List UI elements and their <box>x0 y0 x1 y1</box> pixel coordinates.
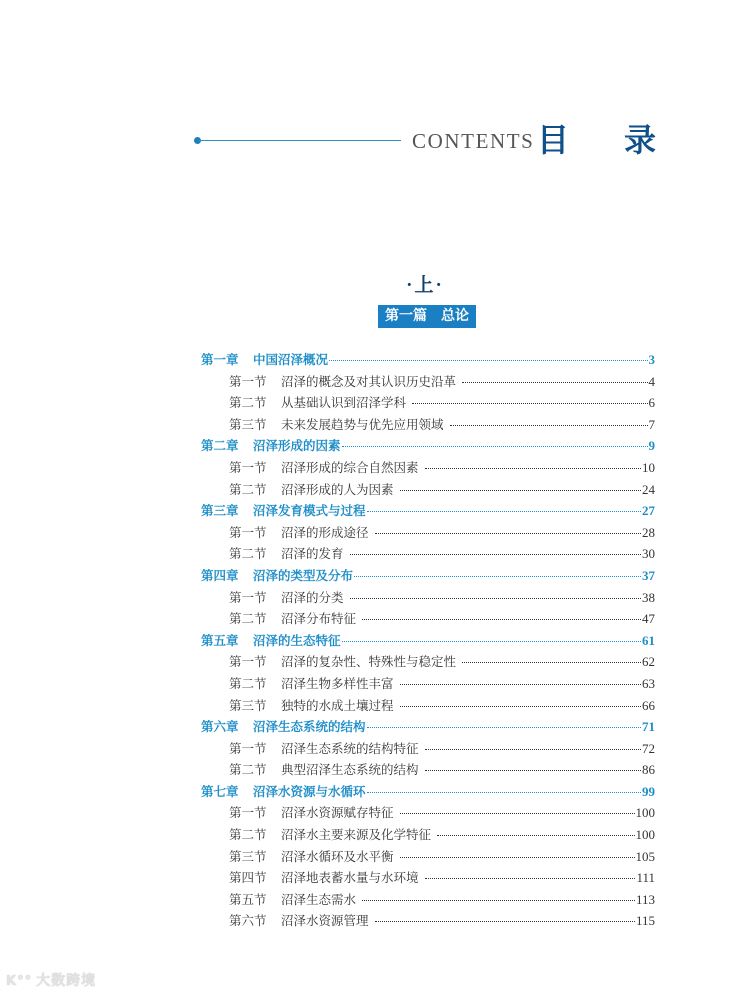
toc-section-entry[interactable] <box>201 587 655 609</box>
dot-leader <box>350 598 641 599</box>
toc-entry-label: 第一节 <box>229 524 267 540</box>
toc-entry-title: 沼泽水资源管理 <box>281 913 369 929</box>
toc-section-entry[interactable] <box>201 738 655 760</box>
dot-leader <box>462 662 641 663</box>
toc-entry-page: 9 <box>648 438 655 454</box>
toc-entry-title: 未来发展趋势与优先应用领域 <box>281 416 444 432</box>
toc-entry-title: 独特的水成土壤过程 <box>281 697 394 713</box>
toc-section-entry[interactable] <box>201 522 655 544</box>
toc-section-entry[interactable] <box>201 457 655 479</box>
toc-entry-label: 第三章 <box>201 503 239 519</box>
toc-entry-label: 第四节 <box>229 870 267 886</box>
toc-entry-page: 86 <box>642 762 655 778</box>
toc-section-entry[interactable] <box>201 479 655 501</box>
toc-chapter-entry[interactable] <box>201 349 655 371</box>
toc-entry-page: 24 <box>642 481 655 497</box>
toc-entry-label: 第一节 <box>229 589 267 605</box>
contents-heading-cn-1: 目 <box>537 121 570 159</box>
toc-entry-page: 105 <box>635 848 655 864</box>
dot-leader <box>425 749 641 750</box>
toc-section-entry[interactable] <box>201 759 655 781</box>
dot-leader <box>425 878 636 879</box>
toc-section-entry[interactable] <box>201 673 655 695</box>
toc-entry-page: 6 <box>648 395 655 411</box>
toc-entry-title: 中国沼泽概况 <box>253 352 329 367</box>
toc-entry-page: 100 <box>635 805 655 821</box>
watermark-text: 大数跨境 <box>36 973 97 989</box>
toc-entry-page: 10 <box>642 459 655 475</box>
toc-entry-page: 28 <box>642 524 655 540</box>
toc-entry-label: 第六节 <box>229 913 267 929</box>
dot-leader <box>329 360 647 361</box>
toc-entry-page: 47 <box>642 611 655 627</box>
dot-leader <box>425 468 641 469</box>
toc-entry-page: 100 <box>635 827 655 843</box>
toc-entry-label: 第二节 <box>229 395 267 411</box>
volume-label: ·上· <box>406 275 444 296</box>
toc-entry-title: 沼泽的发育 <box>281 546 344 562</box>
toc-chapter-entry[interactable] <box>201 630 655 652</box>
toc-entry-page: 115 <box>635 913 655 929</box>
toc-entry-page: 61 <box>642 632 655 648</box>
toc-entry-page: 30 <box>642 546 655 562</box>
toc-entry-title: 沼泽的概念及对其认识历史沿革 <box>281 373 457 389</box>
contents-heading-en: CONTENTS <box>412 129 535 153</box>
toc-entry-page: 37 <box>642 567 655 583</box>
toc-entry-label: 第三节 <box>229 416 267 432</box>
dot-leader <box>362 619 641 620</box>
toc-entry-title: 沼泽水资源赋存特征 <box>281 805 394 821</box>
toc-chapter-entry[interactable] <box>201 565 655 587</box>
toc-entry-page: 99 <box>642 783 655 799</box>
dot-leader <box>367 727 641 728</box>
dot-leader <box>425 770 641 771</box>
toc-entry-page: 63 <box>642 675 655 691</box>
toc-entry-page: 113 <box>635 891 655 907</box>
toc-entry-label: 第二节 <box>229 546 267 562</box>
dot-leader <box>450 425 648 426</box>
toc-entry-title: 沼泽的形成途径 <box>281 524 369 540</box>
toc-entry-title: 沼泽分布特征 <box>281 611 357 627</box>
toc-entry-title: 沼泽生态系统的结构 <box>253 719 366 735</box>
part-badge: 第一篇 总论 <box>378 305 476 328</box>
toc-section-entry[interactable] <box>201 414 655 436</box>
toc-entry-label: 第一章 <box>201 352 239 367</box>
watermark-logo-icon: K°° <box>6 974 33 989</box>
toc-entry-title: 沼泽的分类 <box>281 589 344 605</box>
toc-entry-page: 27 <box>642 503 655 519</box>
toc-section-entry[interactable] <box>201 824 655 846</box>
toc-entry-label: 第二节 <box>229 762 267 778</box>
toc-entry-label: 第一节 <box>229 805 267 821</box>
toc-section-entry[interactable] <box>201 889 655 911</box>
toc-entry-label: 第四章 <box>201 567 239 583</box>
toc-entry-title: 沼泽生物多样性丰富 <box>281 675 394 691</box>
toc-entry-title: 沼泽形成的因素 <box>253 438 341 454</box>
toc-section-entry[interactable] <box>201 543 655 565</box>
dot-leader <box>400 706 641 707</box>
toc-entry-title: 沼泽生态系统的结构特征 <box>281 740 419 756</box>
toc-entry-label: 第三节 <box>229 848 267 864</box>
toc-section-entry[interactable] <box>201 392 655 414</box>
toc-chapter-entry[interactable] <box>201 435 655 457</box>
toc-entry-title: 沼泽的复杂性、特殊性与稳定性 <box>281 654 457 670</box>
toc-entry-title: 从基础认识到沼泽学科 <box>281 395 407 411</box>
toc-entry-page: 62 <box>642 654 655 670</box>
toc-list <box>201 349 655 932</box>
toc-entry-label: 第一节 <box>229 740 267 756</box>
toc-section-entry[interactable] <box>201 910 655 932</box>
dot-leader <box>400 857 635 858</box>
toc-section-entry[interactable] <box>201 867 655 889</box>
toc-entry-page: 3 <box>648 352 655 367</box>
dot-leader <box>400 813 635 814</box>
toc-entry-label: 第五节 <box>229 891 267 907</box>
toc-section-entry[interactable] <box>201 608 655 630</box>
toc-entry-label: 第一节 <box>229 373 267 389</box>
watermark <box>6 970 96 990</box>
toc-entry-page: 71 <box>642 719 655 735</box>
toc-entry-label: 第七章 <box>201 783 239 799</box>
toc-chapter-entry[interactable] <box>201 500 655 522</box>
toc-entry-label: 第一节 <box>229 654 267 670</box>
toc-entry-title: 沼泽发育模式与过程 <box>253 503 366 519</box>
toc-entry-label: 第二节 <box>229 675 267 691</box>
dot-leader <box>354 576 641 577</box>
dot-leader <box>367 792 641 793</box>
dot-leader <box>362 900 635 901</box>
toc-entry-label: 第三节 <box>229 697 267 713</box>
toc-entry-title: 沼泽水资源与水循环 <box>253 783 366 799</box>
dot-leader <box>375 533 641 534</box>
toc-chapter-entry[interactable] <box>201 716 655 738</box>
dot-leader <box>412 403 647 404</box>
dot-leader <box>367 511 641 512</box>
dot-leader <box>462 382 647 383</box>
toc-entry-label: 第六章 <box>201 719 239 735</box>
dot-leader <box>342 641 641 642</box>
toc-entry-page: 7 <box>648 416 655 432</box>
toc-entry-label: 第二节 <box>229 611 267 627</box>
toc-entry-title: 沼泽的类型及分布 <box>253 567 354 583</box>
toc-section-entry[interactable] <box>201 651 655 673</box>
dot-leader <box>400 684 641 685</box>
toc-entry-title: 沼泽的生态特征 <box>253 632 341 648</box>
toc-entry-page: 66 <box>642 697 655 713</box>
toc-entry-title: 沼泽形成的人为因素 <box>281 481 394 497</box>
toc-entry-page: 111 <box>636 870 655 886</box>
toc-entry-label: 第二节 <box>229 481 267 497</box>
dot-leader <box>400 490 641 491</box>
toc-entry-page: 4 <box>648 373 655 389</box>
toc-entry-label: 第二节 <box>229 827 267 843</box>
dot-leader <box>375 921 635 922</box>
dot-leader <box>437 835 634 836</box>
dot-leader <box>350 554 641 555</box>
toc-entry-label: 第一节 <box>229 459 267 475</box>
toc-entry-title: 沼泽生态需水 <box>281 891 357 907</box>
contents-heading-cn-2: 录 <box>624 121 657 159</box>
toc-entry-title: 沼泽形成的综合自然因素 <box>281 459 419 475</box>
toc-section-entry[interactable] <box>201 802 655 824</box>
toc-entry-title: 典型沼泽生态系统的结构 <box>281 762 419 778</box>
toc-entry-title: 沼泽水主要来源及化学特征 <box>281 827 432 843</box>
toc-section-entry[interactable] <box>201 371 655 393</box>
dot-leader <box>342 446 648 447</box>
toc-entry-title: 沼泽地表蓄水量与水环境 <box>281 870 419 886</box>
toc-entry-title: 沼泽水循环及水平衡 <box>281 848 394 864</box>
toc-section-entry[interactable] <box>201 846 655 868</box>
toc-entry-page: 72 <box>642 740 655 756</box>
toc-section-entry[interactable] <box>201 695 655 717</box>
toc-entry-label: 第五章 <box>201 632 239 648</box>
header-rule <box>199 140 401 141</box>
toc-entry-page: 38 <box>642 589 655 605</box>
toc-chapter-entry[interactable] <box>201 781 655 803</box>
toc-entry-label: 第二章 <box>201 438 239 454</box>
